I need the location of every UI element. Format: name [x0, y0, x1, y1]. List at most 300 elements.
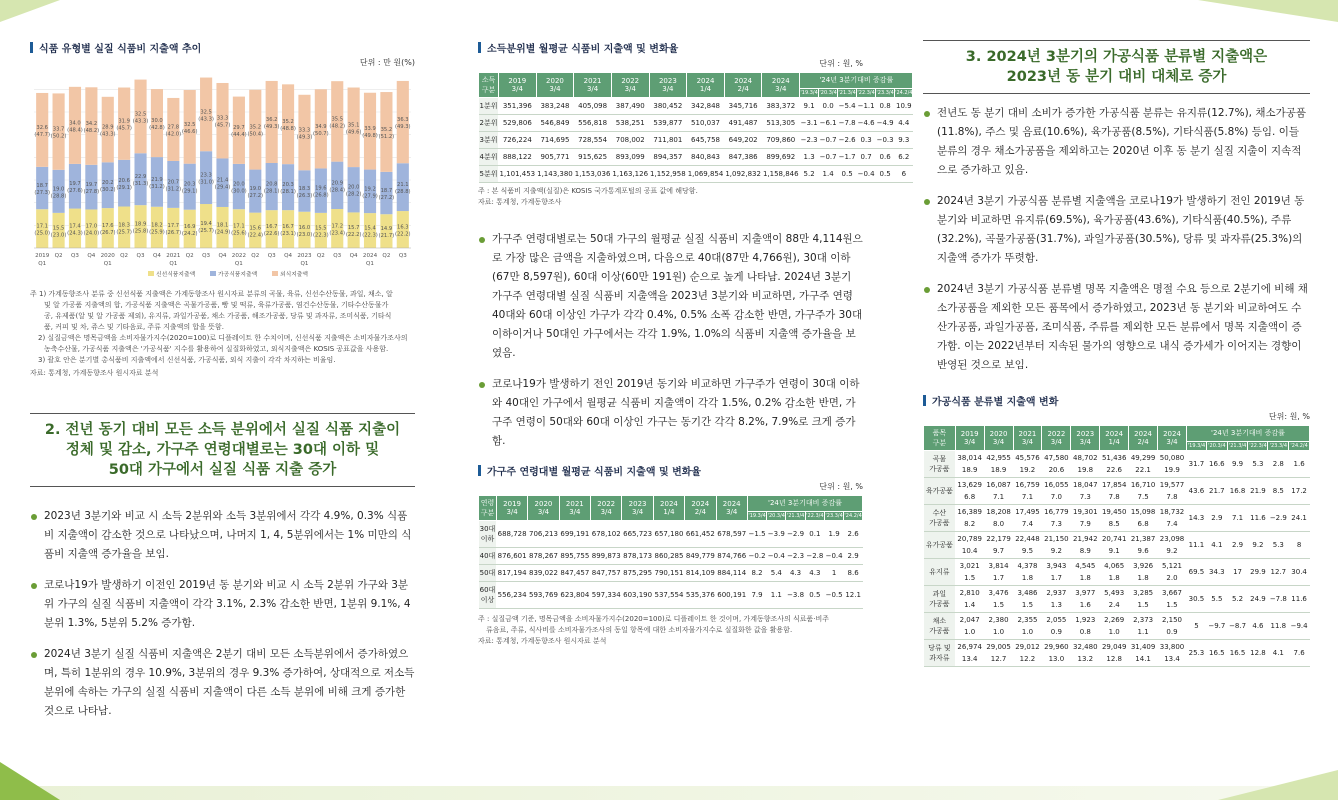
- table-cell: −2.8: [805, 548, 824, 565]
- share-cell: 1.0: [984, 625, 1013, 640]
- table-cell: 383,372: [762, 98, 800, 115]
- table-1-title-text: 소득분위별 월평균 식품비 지출액 및 변화율: [487, 44, 679, 55]
- table-cell: 849,779: [685, 548, 716, 565]
- table-cell: 688,728: [496, 521, 527, 548]
- amount-cell: 3,486: [1017, 589, 1038, 597]
- table-cell: 383,248: [536, 98, 574, 115]
- tick-label: 2024: [362, 253, 378, 259]
- share-label: (23.1): [280, 231, 296, 238]
- data-label: 28.9: [101, 124, 114, 131]
- share-label: (25.7): [116, 229, 132, 236]
- tick-label: Q3: [267, 253, 276, 259]
- share-cell: 7.1: [984, 490, 1013, 505]
- change-cell: 4.1: [1268, 640, 1289, 667]
- table-3-title: [923, 393, 1310, 408]
- share-cell: 1.8: [1013, 571, 1042, 586]
- share-cell: 1.5: [1013, 598, 1042, 613]
- share-cell: 9.6: [1129, 544, 1158, 559]
- share-label: (43.3): [198, 116, 214, 123]
- middle-bullets: [478, 230, 863, 451]
- table-cell: 814,109: [685, 565, 716, 582]
- table-cell: 556,234: [496, 582, 527, 609]
- table-cell: 726,224: [498, 132, 536, 149]
- amount-cell: 29,960: [1044, 643, 1069, 651]
- table-row: [479, 582, 863, 609]
- change-cell: 16.5: [1227, 640, 1248, 667]
- tick-label: Q4: [152, 253, 161, 259]
- table-cell: −7.8: [838, 115, 857, 132]
- amount-cell: 20,741: [1101, 535, 1127, 543]
- change-column-header: '23.3/4: [876, 89, 894, 96]
- share-cell: 19.9: [1158, 463, 1187, 478]
- column-header: 2024 3/4: [762, 73, 800, 98]
- data-label: 32.5: [183, 121, 196, 128]
- share-cell: 13.2: [1071, 652, 1100, 667]
- share-label: (42.8): [149, 125, 165, 132]
- change-cell: 7.1: [1227, 505, 1248, 532]
- table-cell: 874,766: [716, 548, 747, 565]
- data-label: 19.0: [249, 186, 262, 193]
- data-label: 15.5: [315, 225, 327, 232]
- table-cell: 1,092,832: [724, 166, 762, 183]
- column-header: 2022 3/4: [611, 73, 649, 98]
- amount-cell: 3,667: [1161, 589, 1183, 597]
- amount-cell: 51,436: [1101, 454, 1127, 462]
- table-2-title-text: 가구주 연령대별 월평균 식품비 지출액 및 변화율: [487, 467, 702, 478]
- table-cell: 665,723: [622, 521, 653, 548]
- change-column-header: '24.2/4: [844, 512, 862, 519]
- row-label: 60대 이상: [479, 582, 497, 609]
- row-label: 유지류: [924, 559, 956, 586]
- share-label: (48.2): [83, 128, 100, 135]
- table-cell: 537,554: [653, 582, 684, 609]
- share-label: (25.9): [149, 229, 165, 236]
- change-column-header: '21.3/4: [1228, 442, 1247, 449]
- change-cell: 5: [1186, 613, 1206, 640]
- share-cell: 7.8: [1100, 490, 1129, 505]
- change-cell: 2.9: [1206, 505, 1227, 532]
- data-label: 21.9: [151, 176, 163, 183]
- share-label: (27.6): [67, 188, 83, 195]
- amount-cell: 3,021: [959, 562, 980, 570]
- data-label: 35.1: [347, 122, 360, 129]
- amount-cell: 32,480: [1073, 643, 1098, 651]
- row-label: 50대: [479, 565, 497, 582]
- table-cell: 345,716: [724, 98, 762, 115]
- bullet-item: 2023년 3분기와 비교 시 소득 2분위와 소득 3분위에서 각각 4.9%, 0.3% 식품비 지출액이 감소한 것으로 나타났으며, 나머지 1, 4, 5분위에서는 1% 미만의 식품비 지출액 증가율을 보임.: [30, 507, 415, 564]
- table-cell: 593,769: [528, 582, 559, 609]
- table-cell: 1.9: [824, 521, 843, 548]
- change-cell: 11.1: [1186, 532, 1206, 559]
- share-cell: 13.0: [1042, 652, 1071, 667]
- share-label: (31.0): [198, 179, 214, 186]
- share-label: (43.3): [132, 118, 149, 125]
- share-cell: 1.5: [955, 571, 984, 586]
- table-cell: 0.5: [838, 166, 857, 183]
- table-cell: 1: [824, 565, 843, 582]
- change-cell: 24.9: [1248, 586, 1268, 613]
- table-cell: 491,487: [724, 115, 762, 132]
- table-cell: 895,755: [559, 548, 590, 565]
- table-cell: 539,877: [649, 115, 687, 132]
- bullet-item: 코로나19가 발생하기 이전인 2019년 동 분기와 비교 시 소득 2분위 가구와 3분위 가구의 실질 식품비 지출액이 각각 3.1%, 2.3% 감소한 반면, 1분위 9.1%, 4분위 1.3%, 5분위 5.2% 증가함.: [30, 576, 415, 633]
- note-line: 주 1) 가계동향조사 분류 중 신선식품 지출액은 가계동향조사 원시자료 분류의 곡물, 육류, 신선수산동물, 과일, 채소, 알: [30, 290, 393, 298]
- data-label: 17.6: [101, 223, 114, 230]
- tick-label: Q4: [87, 253, 96, 259]
- data-label: 35.5: [331, 116, 344, 123]
- table-cell: 0.7: [857, 149, 876, 166]
- section-2-title-line: 50대 가구에서 실질 식품 지출 증가: [108, 462, 337, 478]
- tick-label: Q1: [169, 261, 178, 267]
- data-label: 33.9: [364, 126, 376, 133]
- share-label: (26.7): [99, 230, 116, 237]
- share-label: (48.4): [67, 127, 83, 134]
- table-cell: 0.3: [857, 132, 876, 149]
- amount-cell: 18,047: [1073, 481, 1098, 489]
- section-3-bullets: [923, 104, 1310, 375]
- share-label: (50.4): [247, 131, 264, 138]
- table-cell: −4.6: [857, 115, 876, 132]
- table-cell: 847,457: [559, 565, 590, 582]
- stacked-bar-chart: [30, 68, 415, 287]
- change-cell: 17: [1227, 559, 1248, 586]
- share-cell: 9.1: [1100, 544, 1129, 559]
- title-marker: [923, 395, 926, 406]
- share-cell: 8.0: [984, 517, 1013, 532]
- column-header: 2024 3/4: [716, 496, 747, 521]
- amount-cell: 3,977: [1075, 589, 1096, 597]
- table-cell: −0.4: [857, 166, 876, 183]
- row-label: 30대 이하: [479, 521, 497, 548]
- table-cell: 790,151: [653, 565, 684, 582]
- share-cell: 2.0: [1158, 571, 1187, 586]
- table-cell: 7.9: [747, 582, 766, 609]
- note-line: 농축수산물, 가공식품 지출액은 '가공식품' 지수를 활용하여 실질화하였고, 외식지출액은 KOSIS 공표값을 사용함.: [44, 345, 389, 353]
- table-row: [924, 613, 1310, 626]
- data-label: 20.7: [167, 179, 180, 186]
- title-marker: [30, 42, 33, 53]
- share-cell: 10.4: [955, 544, 984, 559]
- table-cell: 0.6: [876, 149, 895, 166]
- change-cell: −9.4: [1289, 613, 1310, 640]
- amount-cell: 2,380: [988, 616, 1009, 624]
- table-3-unit: 단위: 원, %: [1268, 412, 1310, 421]
- share-cell: 9.7: [984, 544, 1013, 559]
- share-label: (48.8): [280, 126, 296, 133]
- table-cell: 12.1: [844, 582, 863, 609]
- share-cell: 7.4: [1013, 517, 1042, 532]
- data-label: 33.7: [52, 126, 65, 133]
- change-cell: 9.9: [1227, 451, 1248, 478]
- column-header: 2024 2/4: [724, 73, 762, 98]
- tick-label: Q1: [300, 261, 309, 267]
- table-cell: −3.9: [767, 521, 786, 548]
- table-cell: 405,098: [574, 98, 612, 115]
- share-cell: 20.6: [1042, 463, 1071, 478]
- table-cell: −1.7: [838, 149, 857, 166]
- data-label: 17.1: [36, 223, 48, 230]
- table-cell: 884,114: [716, 565, 747, 582]
- table-cell: 342,848: [687, 98, 725, 115]
- column-header: 2021 3/4: [559, 496, 590, 521]
- column-header: 2024 3/4: [1158, 426, 1187, 451]
- tick-label: Q3: [398, 253, 407, 259]
- share-cell: 18.9: [955, 463, 984, 478]
- share-label: (45.7): [116, 125, 132, 132]
- tick-label: Q3: [202, 253, 211, 259]
- change-column-header: '20.3/4: [819, 89, 837, 96]
- change-cell: 31.7: [1186, 451, 1206, 478]
- table-cell: −0.4: [767, 548, 786, 565]
- table-cell: 817,194: [496, 565, 527, 582]
- table-cell: −0.5: [824, 582, 843, 609]
- table-row: [924, 640, 1310, 653]
- table-1-unit: 단위 : 원, %: [819, 59, 863, 68]
- change-cell: 2.9: [1227, 532, 1248, 559]
- table-cell: −0.3: [876, 132, 895, 149]
- table-cell: 728,554: [574, 132, 612, 149]
- share-label: (24.9): [214, 229, 231, 236]
- section-3-title-line: 3. 2024년 3분기의 가공식품 분류별 지출액은: [965, 49, 1268, 65]
- data-label: 19.7: [85, 182, 98, 189]
- share-cell: 7.5: [1129, 490, 1158, 505]
- column-header: 2019 3/4: [498, 73, 536, 98]
- table-1-note: 주 : 본 식품비 지출액(실질)은 KOSIS 국가통계포털의 공표 값에 해당함.: [478, 187, 698, 195]
- share-label: (22.3): [313, 232, 329, 239]
- share-cell: 7.3: [1042, 517, 1071, 532]
- amount-cell: 1,923: [1075, 616, 1096, 624]
- amount-cell: 16,055: [1044, 481, 1069, 489]
- data-label: 16.3: [397, 224, 409, 231]
- table-cell: −0.7: [819, 149, 838, 166]
- tick-label: Q3: [70, 253, 79, 259]
- legend-label: 신선식품지출액: [156, 272, 196, 278]
- share-label: (28.2): [345, 191, 362, 198]
- note-line: 2) 실질금액은 명목금액을 소비자물가지수(2020=100)로 디플레이트 한 수치이며, 신선식품 지출액은 소비자물가조사의: [38, 334, 408, 342]
- amount-cell: 20,789: [957, 535, 982, 543]
- change-cell: 4.1: [1206, 532, 1227, 559]
- amount-cell: 2,055: [1046, 616, 1067, 624]
- change-cell: 24.1: [1289, 505, 1310, 532]
- column-header: 2021 3/4: [1013, 426, 1042, 451]
- share-label: (27.9): [362, 193, 378, 200]
- table-cell: 538,251: [611, 115, 649, 132]
- table-cell: 2.9: [844, 548, 863, 565]
- chart-svg: [30, 68, 415, 283]
- change-cell: 9.2: [1248, 532, 1268, 559]
- section-3-title-line: 2023년 동 분기 대비 대체로 증가: [1006, 69, 1227, 85]
- column-header: 소득 구분: [479, 73, 499, 98]
- amount-cell: 3,814: [988, 562, 1009, 570]
- amount-cell: 2,269: [1104, 616, 1125, 624]
- change-cell: 5.3: [1248, 451, 1268, 478]
- data-label: 18.2: [151, 222, 163, 229]
- change-cell: 11.8: [1268, 613, 1289, 640]
- data-label: 16.9: [183, 223, 196, 230]
- change-cell: 21.9: [1248, 478, 1268, 505]
- table-cell: −0.4: [824, 548, 843, 565]
- column-header: 2024 1/4: [1100, 426, 1129, 451]
- data-label: 18.9: [134, 221, 147, 228]
- data-label: 19.7: [69, 181, 81, 188]
- data-label: 18.7: [36, 183, 48, 190]
- data-label: 33.3: [216, 115, 229, 122]
- data-label: 17.7: [167, 222, 180, 229]
- table-cell: 351,396: [498, 98, 536, 115]
- share-label: (25.8): [132, 228, 149, 235]
- section-2-title-line: 2. 전년 동기 대비 모든 소득 분위에서 실질 식품 지출이: [44, 422, 401, 438]
- share-label: (25.0): [34, 230, 51, 237]
- bottom-decoration-band: [0, 786, 1338, 800]
- share-cell: 7.4: [1158, 517, 1187, 532]
- data-label: 16.7: [282, 224, 294, 231]
- bullet-item: 2024년 3분기 가공식품 분류별 명목 지출액은 명절 수요 등으로 2분기에 비해 채소가공품을 제외한 모든 품목에서 증가하였고, 2023년 동 분기와 비교하여도 수산가공품, 과일가공품, 조미식품, 주류를 제외한 모든 분류에서 명목 지출액이 증가함. 이는 2022년부터 지속된 물가의 영향으로 내식 증가세가 이어지는 경향이 반영된 것으로 보임.: [923, 280, 1310, 375]
- header-row: [924, 426, 1310, 442]
- share-label: (23.0): [296, 231, 313, 238]
- table-row: [479, 166, 913, 183]
- column-header: 2019 3/4: [496, 496, 527, 521]
- share-label: (21.7): [378, 233, 395, 240]
- share-cell: 1.0: [955, 625, 984, 640]
- tick-label: Q1: [103, 261, 112, 267]
- share-label: (29.4): [214, 184, 231, 191]
- amount-cell: 38,014: [957, 454, 982, 462]
- amount-cell: 31,409: [1130, 643, 1156, 651]
- bullet-item: 전년도 동 분기 대비 소비가 증가한 가공식품 분류는 유지류(12.7%), 채소가공품(11.8%), 주스 및 음료(10.6%), 육가공품(8.5%), 기타식품(5.8%) 등임. 이들 분류의 경우 채소가공품을 제외하고는 2020년 이후 동 분기 실질 지출이 지속적으로 증가하고 있음.: [923, 104, 1310, 180]
- table-cell: 597,334: [591, 582, 622, 609]
- change-cell: 43.6: [1186, 478, 1206, 505]
- table-cell: 860,285: [653, 548, 684, 565]
- bullet-item: 가구주 연령대별로는 50대 가구의 월평균 실질 식품비 지출액이 88만 4,114원으로 가장 많은 금액을 지출하였으며, 다음으로 40대(87만 4,766원), 30대 이하(67만 8,597원), 60대 이상(60만 191원) 순으로 높게 나타남. 2024년 3분기 가구주 연령대별 실질 식품비 지출액을 2023년 3분기와 비교하면, 가구주 연령 40대와 60대 이상인 가구가 각각 0.4%, 0.5% 소폭 감소한 반면, 가구주가 30대 이하이거나 50대인 가구에서는 각각 1.9%, 1.0%의 식품비 지출액 증가율을 보였음.: [478, 230, 863, 363]
- table-cell: 9.1: [800, 98, 819, 115]
- table-cell: 1,101,453: [498, 166, 536, 183]
- column-header: 2020 3/4: [528, 496, 559, 521]
- share-cell: 7.1: [1013, 490, 1042, 505]
- data-label: 19.0: [52, 186, 65, 193]
- data-label: 35.2: [380, 126, 393, 133]
- change-cell: 5.5: [1206, 586, 1227, 613]
- table-row: [924, 478, 1310, 491]
- table-cell: 1.1: [767, 582, 786, 609]
- table-row: [479, 548, 863, 565]
- table-row: [924, 586, 1310, 599]
- change-cell: 1.6: [1289, 451, 1310, 478]
- amount-cell: 16,759: [1015, 481, 1040, 489]
- table-row: [479, 149, 913, 166]
- share-cell: 8.5: [1100, 517, 1129, 532]
- table-cell: 1,153,036: [574, 166, 612, 183]
- row-label: 수산 가공품: [924, 505, 956, 532]
- table-cell: 546,849: [536, 115, 574, 132]
- tick-label: Q4: [284, 253, 293, 259]
- share-label: (24.0): [83, 230, 100, 237]
- table-cell: 905,771: [536, 149, 574, 166]
- share-cell: 1.5: [1129, 598, 1158, 613]
- share-label: (22.4): [247, 232, 264, 239]
- tick-label: Q2: [185, 253, 194, 259]
- column-header: 2024 2/4: [1129, 426, 1158, 451]
- table-cell: 513,305: [762, 115, 800, 132]
- title-marker: [478, 465, 481, 476]
- table-cell: −3.1: [800, 115, 819, 132]
- data-label: 19.6: [315, 185, 327, 192]
- amount-cell: 3,943: [1046, 562, 1067, 570]
- amount-cell: 19,301: [1073, 508, 1098, 516]
- table-cell: 623,804: [559, 582, 590, 609]
- data-label: 20.3: [183, 181, 196, 188]
- share-label: (23.4): [329, 230, 346, 237]
- legend-swatch: [272, 271, 278, 276]
- share-cell: 0.9: [1158, 625, 1187, 640]
- change-cell: 11.6: [1248, 505, 1268, 532]
- share-label: (45.7): [214, 122, 231, 129]
- amount-cell: 18,208: [986, 508, 1011, 516]
- table-cell: 839,022: [528, 565, 559, 582]
- table-cell: 600,191: [716, 582, 747, 609]
- share-label: (27.2): [247, 193, 264, 200]
- tick-label: Q3: [136, 253, 145, 259]
- legend-swatch: [210, 271, 216, 276]
- data-label: 17.1: [233, 223, 245, 230]
- tick-label: Q1: [234, 261, 243, 267]
- processed-food-table: [923, 425, 1310, 667]
- table-row: [479, 565, 863, 582]
- table-cell: 2.6: [844, 521, 863, 548]
- data-label: 34.9: [315, 123, 327, 130]
- data-label: 18.7: [380, 188, 393, 195]
- data-label: 31.9: [118, 118, 130, 125]
- data-label: 15.6: [249, 225, 262, 232]
- section-3-title: [923, 40, 1310, 94]
- share-cell: 12.2: [1013, 652, 1042, 667]
- tick-label: Q2: [316, 253, 325, 259]
- data-label: 35.2: [282, 119, 294, 126]
- share-label: (22.2): [345, 232, 362, 239]
- table-cell: 875,295: [622, 565, 653, 582]
- table-cell: −1.5: [747, 521, 766, 548]
- share-cell: 8.9: [1071, 544, 1100, 559]
- share-label: (23.0): [50, 232, 67, 239]
- share-label: (30.0): [231, 188, 247, 195]
- amount-cell: 3,926: [1133, 562, 1154, 570]
- share-label: (26.3): [296, 192, 313, 199]
- table-cell: −0.7: [819, 132, 838, 149]
- section-2-bullets: [30, 507, 415, 721]
- table-cell: 893,099: [611, 149, 649, 166]
- data-label: 23.3: [200, 172, 212, 179]
- share-label: (44.4): [231, 132, 247, 139]
- share-cell: 1.1: [1129, 625, 1158, 640]
- table-cell: 711,801: [649, 132, 687, 149]
- share-cell: 1.7: [1042, 571, 1071, 586]
- share-cell: 13.4: [1158, 652, 1187, 667]
- share-cell: 1.0: [1100, 625, 1129, 640]
- header-row: [479, 73, 913, 89]
- share-cell: 1.0: [1013, 625, 1042, 640]
- tick-label: 2020: [100, 253, 115, 259]
- amount-cell: 2,047: [959, 616, 980, 624]
- amount-cell: 21,387: [1130, 535, 1156, 543]
- table-cell: 847,757: [591, 565, 622, 582]
- column-header: 2022 3/4: [1042, 426, 1071, 451]
- amount-cell: 48,702: [1073, 454, 1098, 462]
- amount-cell: 33,800: [1159, 643, 1185, 651]
- change-cell: −7.8: [1268, 586, 1289, 613]
- bullet-item: 코로나19가 발생하기 전인 2019년 동기와 비교하면 가구주가 연령이 30대 이하와 40대인 가구에서 월평균 식품비 지출액이 각각 1.5%, 0.2% 감소한 반면, 가구주 연령이 50대와 60대 이상인 가구는 동기간 각각 8.2%, 7.9%로 크게 증가함.: [478, 375, 863, 451]
- amount-cell: 2,355: [1017, 616, 1038, 624]
- legend-swatch: [148, 271, 154, 276]
- bullet-item: 2024년 3분기 가공식품 분류별 지출액을 코로나19가 발생하기 전인 2019년 동 분기와 비교하면 유지류(69.5%), 육가공품(43.6%), 기타식품(40.5%), 주류(32.2%), 곡물가공품(31.7%), 과일가공품(30.5%), 당류 및 과자류(25.3%)의 지출액 증가가 뚜렷함.: [923, 192, 1310, 268]
